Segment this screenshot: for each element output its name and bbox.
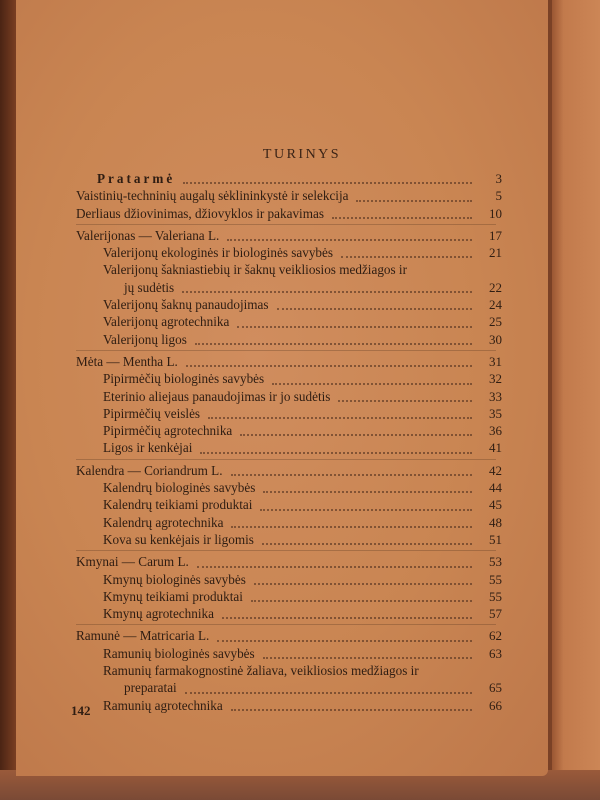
toc-entry[interactable] — [76, 296, 502, 313]
toc-entry-text: Pipirmėčių agrotechnika — [103, 423, 233, 439]
dot-leader — [227, 239, 472, 241]
toc-entry-text: Valerijonų agrotechnika — [103, 314, 230, 330]
toc-entry[interactable] — [76, 370, 502, 387]
toc-entry-text: Kmynų teikiami produktai — [103, 588, 243, 604]
dot-leader — [332, 217, 472, 219]
section-divider — [76, 624, 496, 625]
toc-entry[interactable] — [76, 313, 502, 330]
toc-entry-text: Kalendrų teikiami produktai — [103, 497, 253, 513]
toc-entry-text: Kova su kenkėjais ir ligomis — [103, 531, 254, 547]
toc-page-number: 53 — [489, 554, 502, 570]
toc-page-number: 45 — [489, 497, 502, 513]
toc-page-number: 36 — [489, 423, 502, 439]
toc-page-number: 22 — [489, 279, 502, 295]
toc-entry[interactable] — [76, 462, 502, 479]
toc-page-number: 66 — [489, 697, 502, 713]
dot-leader — [185, 692, 472, 694]
toc-entry-text: Valerijonų ekologinės ir biologinės savybės — [103, 245, 334, 261]
dot-leader — [217, 640, 472, 642]
toc-page-number: 62 — [489, 628, 502, 644]
toc-entry-text: Ligos ir kenkėjai — [103, 440, 193, 456]
dot-leader — [182, 291, 472, 293]
table-of-contents — [76, 170, 502, 714]
toc-page-number: 55 — [489, 571, 502, 587]
section-divider — [76, 224, 496, 225]
dot-leader — [272, 383, 472, 385]
toc-entry-line — [76, 261, 496, 278]
dot-leader — [277, 308, 472, 310]
toc-page-number: 31 — [489, 353, 502, 369]
toc-entry-text: Valerijonų šaknų panaudojimas — [103, 297, 269, 313]
dot-leader — [263, 491, 472, 493]
dot-leader — [356, 200, 472, 202]
toc-page-number: 57 — [489, 606, 502, 622]
toc-page-number: 48 — [489, 514, 502, 530]
dot-leader — [231, 474, 472, 476]
dot-leader — [231, 709, 472, 711]
dot-leader — [183, 182, 472, 184]
toc-entry-text: Kalendrų biologinės savybės — [103, 480, 256, 496]
toc-page-number: 3 — [495, 171, 502, 186]
dot-leader — [197, 566, 472, 568]
toc-page-number: 35 — [489, 405, 502, 421]
toc-page-number: 42 — [489, 462, 502, 478]
dot-leader — [240, 434, 472, 436]
toc-entry[interactable] — [76, 645, 502, 662]
toc-page-number: 63 — [489, 645, 502, 661]
toc-entry[interactable] — [76, 531, 502, 548]
toc-title: TURINYS — [262, 147, 342, 162]
dot-leader — [200, 452, 472, 454]
dot-leader — [341, 256, 472, 258]
toc-entry[interactable] — [76, 514, 502, 531]
section-divider — [76, 459, 496, 460]
toc-entry-text: Ramunių agrotechnika — [103, 697, 223, 713]
toc-entry[interactable] — [76, 244, 502, 261]
toc-entry-text: Kalendra — Coriandrum L. — [76, 462, 223, 478]
toc-entry-text: preparatai — [124, 680, 177, 696]
toc-entry-text: Kalendrų agrotechnika — [103, 514, 224, 530]
toc-entry-text: Ramunių farmakognostinė žaliava, veikliosios medžiagos ir — [103, 663, 419, 679]
toc-entry-text: Ramunė — Matricaria L. — [76, 628, 210, 644]
toc-page-number: 10 — [489, 205, 502, 221]
toc-entry[interactable] — [76, 187, 502, 204]
toc-entry-text: Pipirmėčių veislės — [103, 405, 201, 421]
toc-page-number: 51 — [489, 531, 502, 547]
toc-entry-text: Valerijonų ligos — [103, 331, 187, 347]
toc-entry-text: Valerijonas — Valeriana L. — [76, 227, 220, 243]
toc-page-number: 65 — [489, 680, 502, 696]
dot-leader — [338, 400, 472, 402]
toc-entry[interactable] — [76, 679, 502, 696]
dot-leader — [195, 343, 472, 345]
toc-entry-text: Kmynai — Carum L. — [76, 554, 189, 570]
toc-entry[interactable] — [76, 496, 502, 513]
toc-entry[interactable] — [76, 439, 502, 456]
toc-page-number: 55 — [489, 588, 502, 604]
toc-entry[interactable] — [76, 331, 502, 348]
toc-entry[interactable] — [76, 479, 502, 496]
toc-entry[interactable] — [76, 571, 502, 588]
toc-entry[interactable] — [76, 553, 502, 570]
toc-entry[interactable] — [76, 388, 502, 405]
section-divider — [76, 550, 496, 551]
toc-entry[interactable] — [76, 422, 502, 439]
toc-page-number: 24 — [489, 297, 502, 313]
toc-page-number: 17 — [489, 227, 502, 243]
toc-entry[interactable] — [76, 605, 502, 622]
toc-page-number: 5 — [495, 188, 502, 204]
dot-leader — [231, 526, 472, 528]
dot-leader — [260, 509, 472, 511]
toc-entry-text: Kmynų agrotechnika — [103, 606, 214, 622]
toc-page-number: 41 — [489, 440, 502, 456]
dot-leader — [251, 600, 472, 602]
toc-entry-text: Ramunių biologinės savybės — [103, 645, 255, 661]
toc-entry-text: Pratarmė — [97, 171, 176, 186]
dot-leader — [222, 617, 472, 619]
toc-entry[interactable] — [76, 205, 502, 222]
toc-entry-text: Derliaus džiovinimas, džiovyklos ir pakavimas — [76, 205, 324, 221]
toc-entry-text: Valerijonų šakniastiebių ir šaknų veikliosios medžiagos ir — [103, 262, 407, 278]
toc-entry-text: Vaistinių-techninių augalų sėklininkystė ir selekcija — [76, 188, 349, 204]
section-divider — [76, 350, 496, 351]
toc-entry[interactable] — [76, 279, 502, 296]
toc-entry-line — [76, 662, 496, 679]
toc-page-number: 30 — [489, 331, 502, 347]
toc-entry[interactable] — [76, 588, 502, 605]
toc-page-number: 25 — [489, 314, 502, 330]
book-page — [16, 0, 548, 776]
toc-entry-text: jų sudėtis — [124, 279, 175, 295]
dot-leader — [208, 417, 472, 419]
toc-page-number: 33 — [489, 388, 502, 404]
toc-entry[interactable] — [76, 227, 502, 244]
dot-leader — [262, 543, 472, 545]
toc-entry-text: Eterinio aliejaus panaudojimas ir jo sudėtis — [103, 388, 331, 404]
dot-leader — [254, 583, 472, 585]
toc-entry-text: Mėta — Mentha L. — [76, 353, 178, 369]
toc-page-number: 44 — [489, 480, 502, 496]
toc-entry[interactable] — [76, 170, 502, 187]
page-edge-shadow — [548, 0, 552, 780]
toc-page-number: 21 — [489, 245, 502, 261]
page-number: 142 — [71, 703, 91, 718]
toc-entry-text: Kmynų biologinės savybės — [103, 571, 246, 587]
dot-leader — [237, 326, 472, 328]
toc-entry-text: Pipirmėčių biologinės savybės — [103, 371, 265, 387]
dot-leader — [263, 657, 472, 659]
toc-page-number: 32 — [489, 371, 502, 387]
toc-entry[interactable] — [76, 405, 502, 422]
dot-leader — [186, 365, 472, 367]
adjacent-page — [548, 0, 600, 780]
toc-entry[interactable] — [76, 697, 502, 714]
toc-entry[interactable] — [76, 627, 502, 644]
book-spine-edge — [0, 0, 16, 790]
toc-entry[interactable] — [76, 353, 502, 370]
